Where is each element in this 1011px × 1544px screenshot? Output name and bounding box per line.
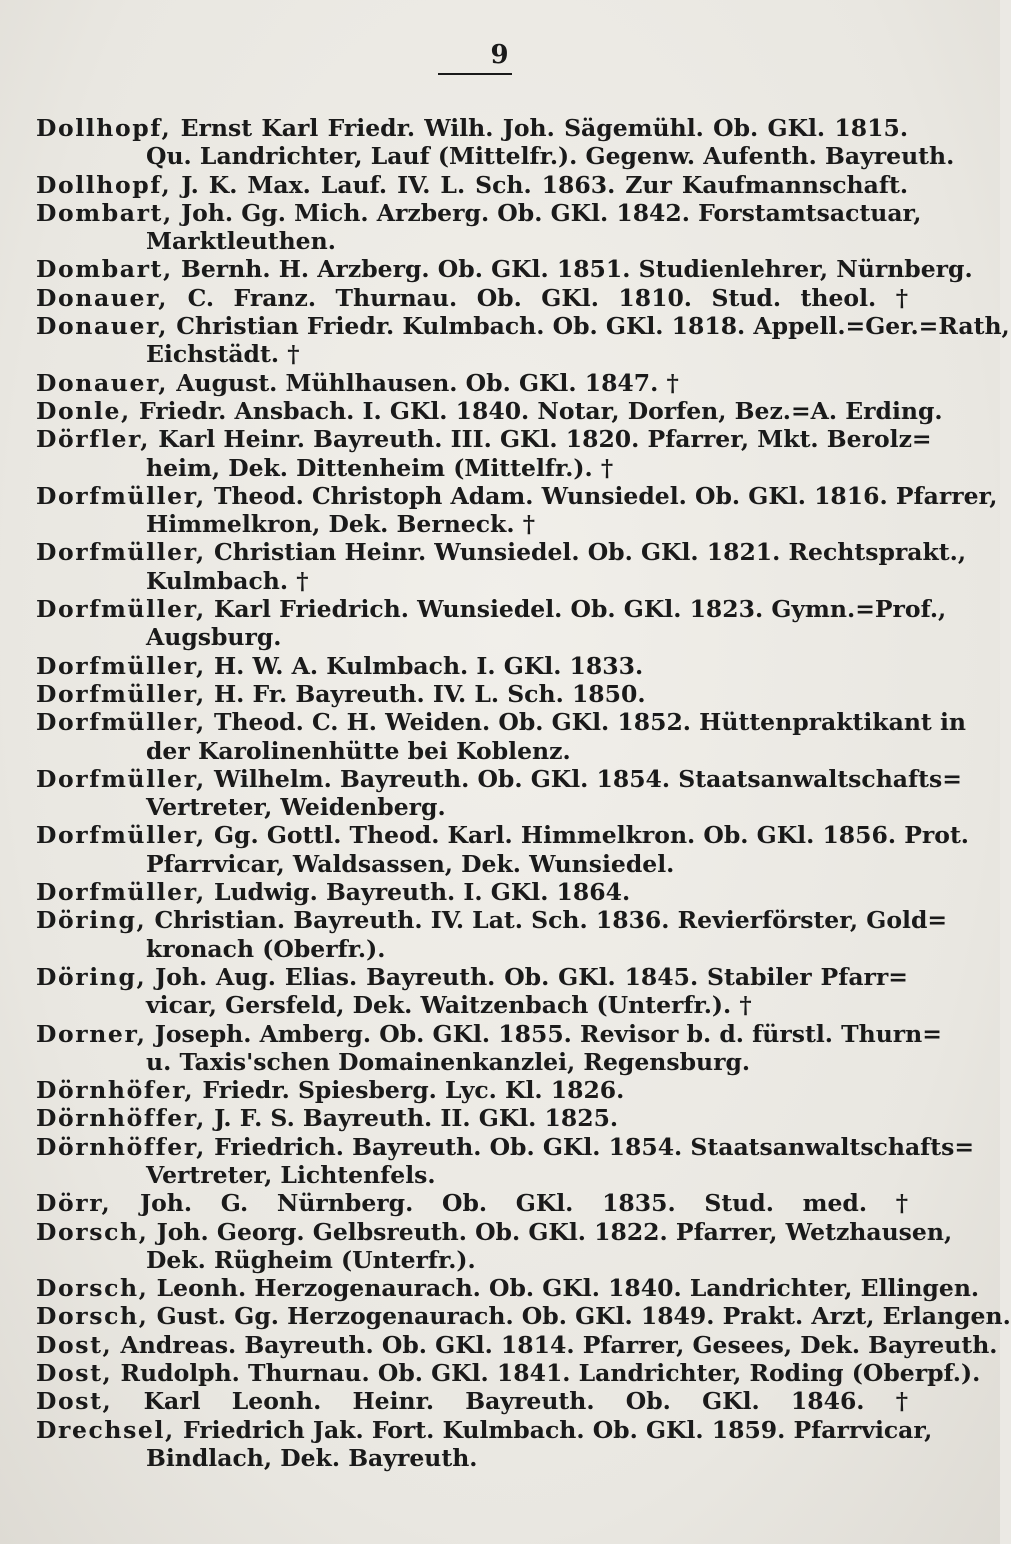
entry-text: Gust. Gg. Herzogenaurach. Ob. GKl. 1849. Prakt. Arzt, Erlangen. — [156, 1302, 1011, 1331]
entry-first-line — [36, 369, 908, 397]
entry-first-line — [36, 1132, 975, 1161]
entry-first-line — [36, 198, 922, 227]
entry-continuation-line — [36, 567, 908, 595]
entry-first-line — [36, 878, 908, 906]
entry-continuation-line — [36, 991, 908, 1019]
register-entry — [36, 708, 966, 765]
entry-first-line — [36, 1189, 908, 1217]
entry-surname: Donle, — [36, 396, 131, 425]
entry-text: J. K. Max. Lauf. IV. L. Sch. 1863. Zur Kaufmannschaft. — [181, 170, 908, 199]
entry-first-line — [36, 481, 998, 510]
entry-surname: Dorfmüller, — [36, 481, 206, 510]
entry-surname: Dorsch, — [36, 1274, 149, 1303]
entry-surname: Dost, — [36, 1387, 113, 1416]
register-entry — [36, 1217, 953, 1275]
register-entry — [36, 963, 908, 1020]
entry-first-line — [36, 1104, 908, 1132]
entry-first-line — [36, 396, 943, 425]
entry-text: Wilhelm. Bayreuth. Ob. GKl. 1854. Staatsanwaltschafts= — [213, 764, 962, 793]
register-entry — [36, 1132, 975, 1190]
register-entry — [36, 369, 908, 397]
entry-first-line — [36, 1019, 942, 1048]
entry-text: Vertreter, Weidenberg. — [146, 793, 446, 822]
entry-surname: Dörr, — [36, 1189, 112, 1218]
entry-text: Ludwig. Bayreuth. I. GKl. 1864. — [213, 878, 631, 907]
register-entry — [36, 481, 998, 539]
entry-continuation-line — [36, 510, 908, 538]
entry-continuation-line — [36, 142, 955, 171]
entry-surname: Dorner, — [36, 1019, 147, 1048]
entry-text: Andreas. Bayreuth. Ob. GKl. 1814. Pfarrer, Gesees, Dek. Bayreuth. — [120, 1330, 998, 1359]
register-entry — [36, 1359, 981, 1388]
entry-surname: Dorfmüller, — [36, 538, 206, 567]
entry-text: Joh. G. Nürnberg. Ob. GKl. 1835. Stud. med. † — [140, 1189, 908, 1218]
register-entry — [36, 1274, 980, 1303]
entry-text: Eichstädt. † — [146, 340, 300, 369]
entry-text: H. W. A. Kulmbach. I. GKl. 1833. — [213, 651, 644, 680]
entry-text: Rudolph. Thurnau. Ob. GKl. 1841. Landrichter, Roding (Oberpf.). — [120, 1359, 981, 1388]
register-entry — [36, 680, 908, 708]
register-entry — [36, 171, 908, 199]
register-entry — [36, 114, 955, 171]
entry-surname: Dost, — [36, 1359, 113, 1388]
entry-continuation-line — [36, 1048, 908, 1076]
entry-surname: Dorsch, — [36, 1217, 149, 1246]
entry-text: Karl Heinr. Bayreuth. III. GKl. 1820. Pfarrer, Mkt. Berolz= — [158, 425, 932, 454]
register-entry — [36, 595, 947, 652]
register-entry — [36, 821, 969, 878]
entry-surname: Dörnhöffer, — [36, 1132, 206, 1161]
entry-surname: Dombart, — [36, 198, 173, 227]
entry-text: Theod. C. H. Weiden. Ob. GKl. 1852. Hüttenpraktikant in — [213, 708, 966, 737]
entry-surname: Dörnhöfer, — [36, 1076, 195, 1105]
entry-text: Theod. Christoph Adam. Wunsiedel. Ob. GKl. 1816. Pfarrer, — [213, 481, 998, 510]
register-entry — [36, 255, 973, 284]
page-number-rule — [438, 73, 512, 75]
entry-text: Karl Friedrich. Wunsiedel. Ob. GKl. 1823. Gymn.=Prof., — [213, 595, 947, 624]
entry-first-line — [36, 425, 932, 454]
register-entry — [36, 906, 948, 963]
entry-continuation-line — [36, 935, 908, 963]
entry-text: H. Fr. Bayreuth. IV. L. Sch. 1850. — [213, 679, 646, 708]
register-entry — [36, 1189, 908, 1217]
register-entry — [36, 1387, 908, 1415]
entry-surname: Donauer, — [36, 283, 169, 312]
register-entry — [36, 1330, 998, 1359]
entry-text: August. Mühlhausen. Ob. GKl. 1847. † — [176, 368, 679, 397]
entry-text: Friedr. Ansbach. I. GKl. 1840. Notar, Dorfen, Bez.=A. Erding. — [139, 396, 943, 425]
register-entry — [36, 1019, 942, 1077]
entry-surname: Döring, — [36, 962, 147, 991]
entry-surname: Dörnhöffer, — [36, 1104, 206, 1133]
register-entry — [36, 396, 943, 425]
entry-first-line — [36, 1302, 1011, 1331]
entry-continuation-line — [36, 454, 908, 482]
entry-first-line — [36, 255, 973, 284]
entry-text: J. F. S. Bayreuth. II. GKl. 1825. — [214, 1104, 619, 1133]
entry-first-line — [36, 764, 962, 793]
entry-surname: Dollhopf, — [36, 170, 172, 199]
entry-first-line — [36, 284, 908, 312]
entry-text: der Karolinenhütte bei Koblenz. — [146, 736, 571, 765]
entry-text: Gg. Gottl. Theod. Karl. Himmelkron. Ob. GKl. 1856. Prot. — [213, 821, 969, 850]
entry-first-line — [36, 538, 967, 567]
register-entry — [36, 652, 908, 680]
entry-first-line — [36, 1415, 933, 1444]
entry-continuation-line — [36, 1246, 908, 1274]
entry-text: Marktleuthen. — [146, 227, 336, 256]
page-number: 9 — [490, 40, 510, 70]
entry-surname: Dorsch, — [36, 1302, 149, 1331]
entry-text: Joh. Gg. Mich. Arzberg. Ob. GKl. 1842. Forstamtsactuar, — [180, 198, 922, 227]
entry-text: Christian Friedr. Kulmbach. Ob. GKl. 1818. Appell.=Ger.=Rath, — [176, 312, 1010, 341]
register-entry — [36, 1302, 1011, 1331]
entry-text: Friedrich. Bayreuth. Ob. GKl. 1854. Staatsanwaltschafts= — [214, 1132, 975, 1161]
entry-text: Joh. Aug. Elias. Bayreuth. Ob. GKl. 1845. Stabiler Pfarr= — [155, 962, 908, 991]
entry-text: Ernst Karl Friedr. Wilh. Joh. Sägemühl. Ob. GKl. 1815. — [180, 114, 908, 142]
entry-text: kronach (Oberfr.). — [146, 934, 386, 963]
entry-text: Joh. Georg. Gelbsreuth. Ob. GKl. 1822. Pfarrer, Wetzhausen, — [156, 1217, 953, 1246]
entry-continuation-line — [36, 623, 908, 651]
entry-surname: Dorfmüller, — [36, 595, 206, 624]
register-entry — [36, 198, 922, 256]
entry-text: u. Taxis'schen Domainenkanzlei, Regensburg. — [146, 1047, 751, 1076]
entry-text: Joseph. Amberg. Ob. GKl. 1855. Revisor b. d. fürstl. Thurn= — [154, 1019, 942, 1048]
entry-first-line — [36, 963, 908, 991]
entry-surname: Dorfmüller, — [36, 708, 206, 737]
entry-continuation-line — [36, 850, 908, 878]
entry-first-line — [36, 312, 1010, 341]
entry-continuation-line — [36, 340, 908, 368]
entry-continuation-line — [36, 793, 908, 821]
entry-text: Dek. Rügheim (Unterfr.). — [146, 1245, 476, 1274]
register-entry — [36, 878, 908, 906]
entry-first-line — [36, 1217, 953, 1246]
register-entry — [36, 284, 908, 312]
entry-text: Karl Leonh. Heinr. Bayreuth. Ob. GKl. 1846. † — [143, 1387, 909, 1416]
register-entry — [36, 1104, 908, 1132]
entry-first-line — [36, 906, 948, 935]
entry-continuation-line — [36, 1444, 908, 1472]
entry-first-line — [36, 821, 969, 850]
entry-surname: Dollhopf, — [36, 114, 172, 142]
entry-surname: Drechsel, — [36, 1415, 175, 1444]
entry-text: Vertreter, Lichtenfels. — [146, 1160, 436, 1189]
register-entry — [36, 538, 967, 595]
entry-text: Friedr. Spiesberg. Lyc. Kl. 1826. — [202, 1076, 625, 1105]
entry-surname: Dorfmüller, — [36, 764, 206, 793]
register-entries — [36, 114, 1011, 1472]
entry-first-line — [36, 1076, 908, 1104]
entry-first-line — [36, 1387, 908, 1415]
entry-first-line — [36, 652, 908, 680]
entry-first-line — [36, 595, 947, 624]
register-entry — [36, 425, 932, 482]
entry-continuation-line — [36, 1161, 908, 1189]
entry-first-line — [36, 680, 908, 708]
entry-first-line — [36, 1330, 998, 1359]
entry-text: Bernh. H. Arzberg. Ob. GKl. 1851. Studienlehrer, Nürnberg. — [180, 255, 973, 284]
entry-surname: Dombart, — [36, 255, 173, 284]
entry-text: Christian. Bayreuth. IV. Lat. Sch. 1836. Revierförster, Gold= — [154, 906, 948, 935]
register-entry — [36, 1415, 933, 1473]
entry-text: Leonh. Herzogenaurach. Ob. GKl. 1840. Landrichter, Ellingen. — [156, 1274, 980, 1303]
entry-text: Friedrich Jak. Fort. Kulmbach. Ob. GKl. 1859. Pfarrvicar, — [182, 1415, 933, 1444]
entry-surname: Dost, — [36, 1330, 113, 1359]
entry-text: Augsburg. — [146, 623, 282, 652]
entry-first-line — [36, 1274, 980, 1303]
entry-text: Kulmbach. † — [146, 566, 309, 595]
entry-first-line — [36, 1359, 981, 1388]
entry-text: Qu. Landrichter, Lauf (Mittelfr.). Gegenw. Aufenth. Bayreuth. — [146, 142, 955, 171]
entry-surname: Döring, — [36, 906, 147, 935]
entry-continuation-line — [36, 227, 908, 255]
entry-text: Himmelkron, Dek. Berneck. † — [146, 510, 535, 539]
entry-text: C. Franz. Thurnau. Ob. GKl. 1810. Stud. theol. † — [187, 283, 908, 312]
entry-text: Christian Heinr. Wunsiedel. Ob. GKl. 1821. Rechtsprakt., — [213, 538, 967, 567]
entry-surname: Dorfmüller, — [36, 878, 206, 907]
entry-first-line — [36, 114, 908, 142]
register-entry — [36, 764, 962, 822]
entry-surname: Dorfmüller, — [36, 679, 206, 708]
entry-first-line — [36, 708, 966, 737]
entry-surname: Dörfler, — [36, 425, 151, 454]
entry-surname: Donauer, — [36, 368, 169, 397]
entry-surname: Dorfmüller, — [36, 821, 206, 850]
entry-surname: Donauer, — [36, 312, 169, 341]
register-entry — [36, 1076, 908, 1104]
entry-text: Pfarrvicar, Waldsassen, Dek. Wunsiedel. — [146, 849, 675, 878]
entry-text: heim, Dek. Dittenheim (Mittelfr.). † — [146, 453, 614, 482]
register-entry — [36, 312, 1010, 369]
entry-first-line — [36, 171, 908, 199]
entry-text: Bindlach, Dek. Bayreuth. — [146, 1443, 478, 1472]
entry-continuation-line — [36, 737, 908, 765]
entry-text: vicar, Gersfeld, Dek. Waitzenbach (Unterfr.). † — [146, 991, 752, 1020]
entry-surname: Dorfmüller, — [36, 651, 206, 680]
